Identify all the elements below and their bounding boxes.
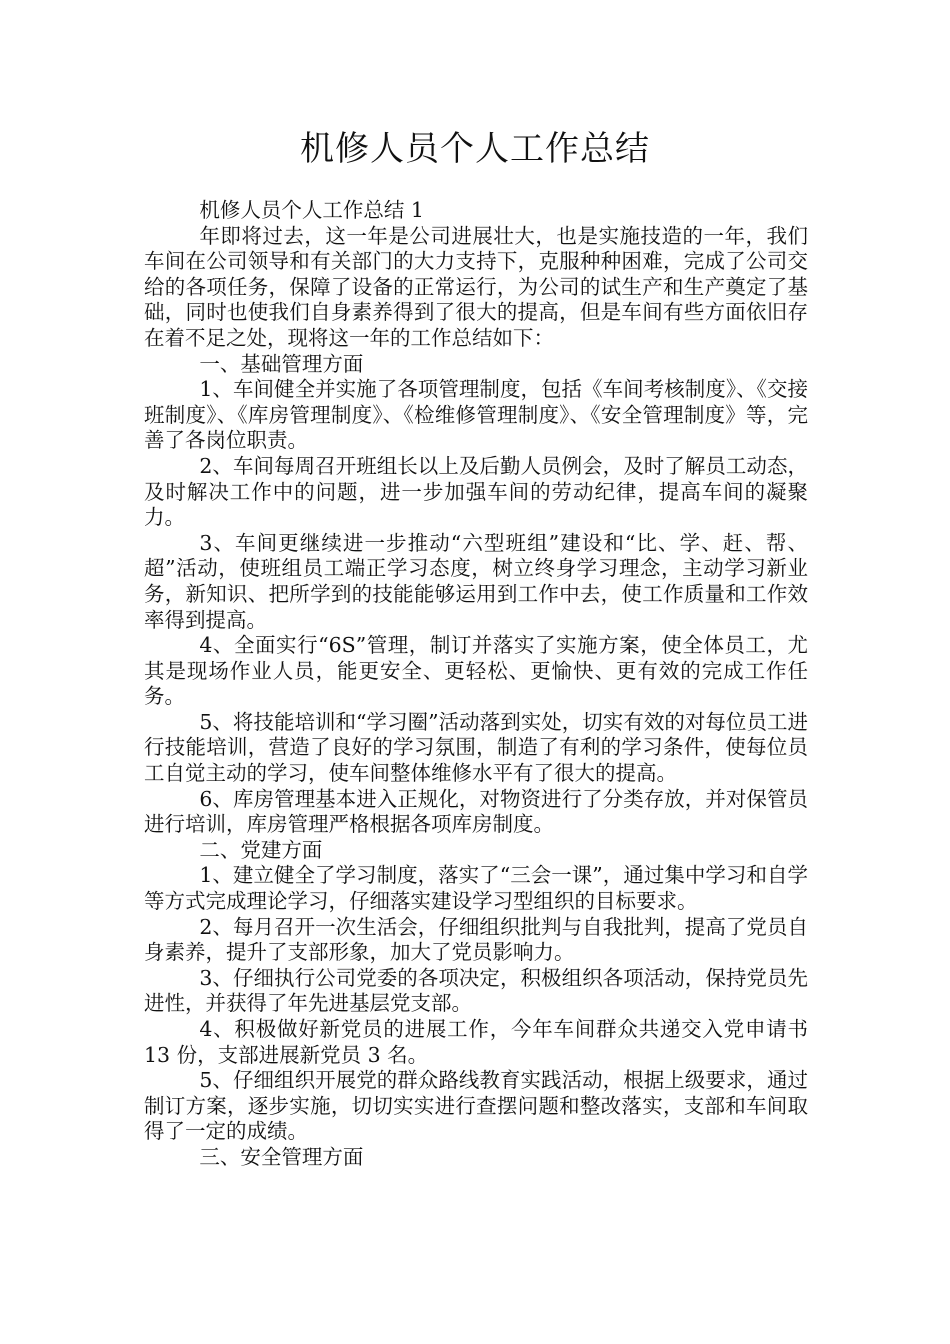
paragraph-party-5: 5、仔细组织开展党的群众路线教育实践活动，根据上级要求，通过制订方案，逐步实施，切切实实进行查摆问题和整改落实，支部和车间取得了一定的成绩。 (144, 1068, 808, 1144)
section-heading-party-building: 二、党建方面 (199, 837, 323, 862)
section-heading-basic-management: 一、基础管理方面 (199, 351, 364, 376)
paragraph-basic-6: 6、库房管理基本进入正规化，对物资进行了分类存放，并对保管员进行培训，库房管理严格根据各项库房制度。 (144, 786, 808, 837)
paragraph-basic-5: 5、将技能培训和“学习圈”活动落到实处，切实有效的对每位员工进行技能培训，营造了良好的学习氛围，制造了有利的学习条件，使每位员工自觉主动的学习，使车间整体维修水平有了很大的提高。 (144, 709, 808, 786)
paragraph-basic-4: 4、全面实行“6S”管理，制订并落实了实施方案，使全体员工，尤其是现场作业人员，能更安全、更轻松、更愉快、更有效的完成工作任务。 (144, 633, 808, 709)
paragraph-basic-3: 3、车间更继续进一步推动“六型班组”建设和“比、学、赶、帮、超”活动，使班组员工端正学习态度，树立终身学习理念，主动学习新业务，新知识、把所学到的技能能够运用到工作中去，使工作质量和工作效率得到提高。 (144, 530, 808, 632)
document-title: 机修人员个人工作总结 (300, 129, 650, 169)
paragraph-party-1: 1、建立健全了学习制度，落实了“三会一课”，通过集中学习和自学等方式完成理论学习，仔细落实建设学习型组织的目标要求。 (144, 863, 808, 914)
paragraph-heading-1: 机修人员个人工作总结 1 (199, 198, 424, 222)
paragraph-basic-1: 1、车间健全并实施了各项管理制度，包括《车间考核制度》、《交接班制度》、《库房管理制度》、《检维修管理制度》、《安全管理制度》等，完善了各岗位职责。 (144, 377, 808, 453)
paragraph-basic-2: 2、车间每周召开班组长以上及后勤人员例会，及时了解员工动态，及时解决工作中的问题，进一步加强车间的劳动纪律，提高车间的凝聚力。 (144, 453, 808, 530)
paragraph-party-2: 2、每月召开一次生活会，仔细组织批判与自我批判，提高了党员自身素养，提升了支部形象，加大了党员影响力。 (144, 914, 808, 965)
paragraph-intro: 年即将过去，这一年是公司进展壮大，也是实施技造的一年，我们车间在公司领导和有关部门的大力支持下，克服种种困难，完成了公司交给的各项任务，保障了设备的正常运行，为公司的试生产和生产奠定了基础，同时也使我们自身素养得到了很大的提高，但是车间有些方面依旧存在着不足之处，现将这一年的工作总结如下： (144, 223, 808, 350)
paragraph-party-4: 4、积极做好新党员的进展工作，今年车间群众共递交入党申请书 13 份，支部进展新党员 3 名。 (144, 1017, 808, 1067)
section-heading-safety-management: 三、安全管理方面 (199, 1144, 364, 1169)
document-body (144, 198, 808, 1171)
paragraph-party-3: 3、仔细执行公司党委的各项决定，积极组织各项活动，保持党员先进性，并获得了年先进基层党支部。 (144, 965, 808, 1016)
